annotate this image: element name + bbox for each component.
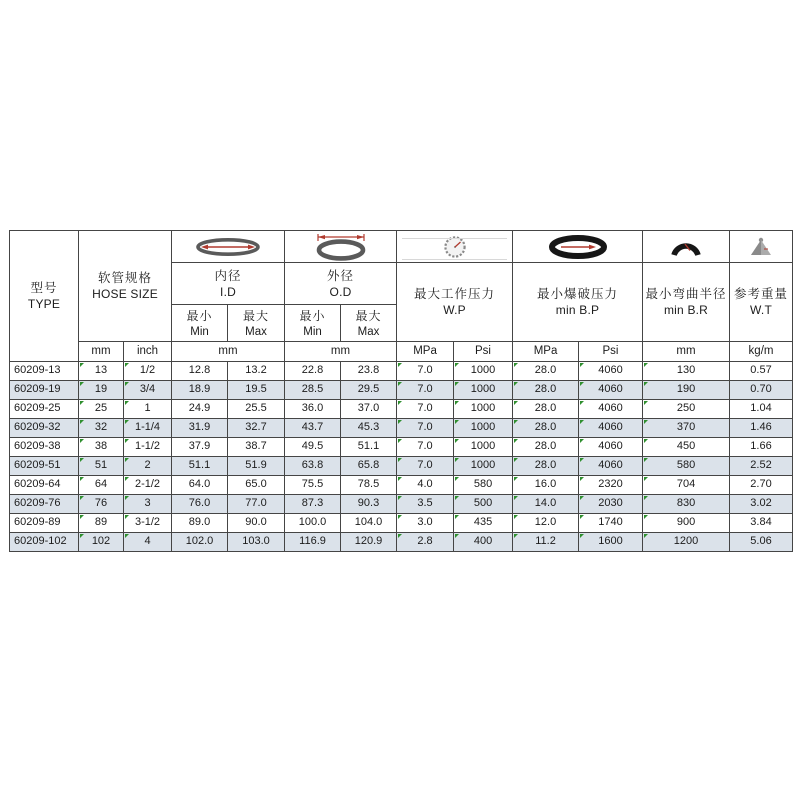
cell-br: 830 [643,495,730,514]
cell-wp-mpa: 3.0 [397,514,454,533]
cell-bp-mpa: 28.0 [513,438,579,457]
max-label-zh: 最大 [355,308,382,323]
cell-wt: 1.66 [730,438,793,457]
cell-od-max: 90.3 [341,495,397,514]
cell-od-max: 45.3 [341,419,397,438]
max-label-zh: 最大 [243,308,270,323]
cell-br: 580 [643,457,730,476]
artifact-line [402,238,508,239]
header-bp-en: min B.P [555,303,600,318]
min-label-en: Min [303,325,322,338]
cell-br: 450 [643,438,730,457]
cell-type: 60209-89 [10,514,79,533]
unit-id-mm: mm [172,342,285,362]
cell-od-max: 78.5 [341,476,397,495]
cell-type: 60209-64 [10,476,79,495]
cell-type: 60209-76 [10,495,79,514]
header-wt-en: W.T [750,303,772,318]
header-id-max [228,305,285,342]
cell-wp-psi: 1000 [454,438,513,457]
cell-od-max: 120.9 [341,533,397,552]
cell-bp-mpa: 28.0 [513,362,579,381]
cell-wt: 2.52 [730,457,793,476]
header-hose-size-zh: 软管规格 [98,271,153,286]
cell-wp-mpa: 7.0 [397,457,454,476]
cell-bp-psi: 4060 [579,400,643,419]
cell-od-max: 104.0 [341,514,397,533]
header-hose-size [79,231,172,342]
cell-od-min: 100.0 [285,514,341,533]
header-hose-size-en: HOSE SIZE [92,287,158,302]
cell-br: 900 [643,514,730,533]
unit-od-mm: mm [285,342,397,362]
min-label-zh: 最小 [186,308,213,323]
cell-br: 370 [643,419,730,438]
cell-wt: 3.84 [730,514,793,533]
working-pressure-gauge-icon [397,231,513,263]
unit-wp-psi: Psi [454,342,513,362]
cell-br: 1200 [643,533,730,552]
table-row [10,400,793,419]
cell-id-max: 65.0 [228,476,285,495]
cell-id-max: 51.9 [228,457,285,476]
cell-mm: 38 [79,438,124,457]
cell-id-min: 89.0 [172,514,228,533]
cell-bp-psi: 4060 [579,457,643,476]
table-row [10,533,793,552]
max-label-en: Max [245,325,267,338]
unit-hose-mm: mm [79,342,124,362]
cell-br: 130 [643,362,730,381]
cell-wp-mpa: 3.5 [397,495,454,514]
table-row [10,457,793,476]
cell-type: 60209-13 [10,362,79,381]
cell-bp-psi: 4060 [579,381,643,400]
cell-bp-psi: 1740 [579,514,643,533]
cell-id-min: 24.9 [172,400,228,419]
header-units-row [10,342,793,362]
header-od-max [341,305,397,342]
cell-wt: 1.46 [730,419,793,438]
header-id-zh: 内径 [214,268,242,283]
cell-wp-mpa: 2.8 [397,533,454,552]
header-od-zh: 外径 [327,268,355,283]
cell-bp-psi: 4060 [579,419,643,438]
min-label-en: Min [190,325,209,338]
cell-inch: 3-1/2 [124,514,172,533]
cell-inch: 2-1/2 [124,476,172,495]
cell-type: 60209-25 [10,400,79,419]
header-type [10,231,79,362]
max-label-en: Max [357,325,380,338]
cell-wt: 2.70 [730,476,793,495]
cell-inch: 2 [124,457,172,476]
cell-wp-mpa: 7.0 [397,362,454,381]
cell-id-min: 102.0 [172,533,228,552]
header-id-en: I.D [220,284,236,299]
header-type-zh: 型号 [30,281,58,296]
artifact-line [402,259,508,260]
cell-inch: 1 [124,400,172,419]
header-working-pressure [397,263,513,342]
cell-wt: 1.04 [730,400,793,419]
cell-od-max: 29.5 [341,381,397,400]
cell-id-max: 103.0 [228,533,285,552]
cell-br: 250 [643,400,730,419]
weight-icon [730,231,793,263]
cell-od-min: 43.7 [285,419,341,438]
cell-od-min: 87.3 [285,495,341,514]
cell-id-max: 32.7 [228,419,285,438]
cell-od-min: 116.9 [285,533,341,552]
header-br-en: min B.R [663,303,709,318]
cell-bp-mpa: 28.0 [513,381,579,400]
cell-bp-mpa: 14.0 [513,495,579,514]
header-wt-zh: 参考重量 [734,287,789,302]
unit-wt-kgm: kg/m [730,342,793,362]
cell-bp-psi: 4060 [579,438,643,457]
cell-id-max: 38.7 [228,438,285,457]
header-br-zh: 最小弯曲半径 [645,287,727,302]
cell-wp-psi: 580 [454,476,513,495]
table-data-body [10,362,793,552]
cell-id-max: 19.5 [228,381,285,400]
unit-hose-inch: inch [124,342,172,362]
header-type-en: TYPE [27,297,61,312]
cell-mm: 32 [79,419,124,438]
header-burst-pressure [513,263,643,342]
unit-bp-psi: Psi [579,342,643,362]
cell-bp-psi: 2030 [579,495,643,514]
burst-pressure-icon [513,231,643,263]
header-weight [730,263,793,342]
min-label-zh: 最小 [299,308,326,323]
cell-mm: 102 [79,533,124,552]
cell-inch: 4 [124,533,172,552]
header-od-min [285,305,341,342]
cell-bp-psi: 4060 [579,362,643,381]
cell-id-min: 18.9 [172,381,228,400]
cell-id-max: 25.5 [228,400,285,419]
cell-br: 190 [643,381,730,400]
cell-od-max: 23.8 [341,362,397,381]
cell-wt: 5.06 [730,533,793,552]
cell-bp-mpa: 28.0 [513,457,579,476]
cell-od-max: 65.8 [341,457,397,476]
cell-inch: 1/2 [124,362,172,381]
cell-wt: 0.70 [730,381,793,400]
cell-inch: 3/4 [124,381,172,400]
hose-spec-table-container [9,230,792,552]
cell-mm: 64 [79,476,124,495]
cell-type: 60209-51 [10,457,79,476]
cell-mm: 76 [79,495,124,514]
inner-diameter-icon [172,231,285,263]
cell-od-max: 37.0 [341,400,397,419]
table-row [10,514,793,533]
cell-br: 704 [643,476,730,495]
cell-mm: 13 [79,362,124,381]
table-row [10,476,793,495]
cell-id-min: 64.0 [172,476,228,495]
cell-bp-mpa: 11.2 [513,533,579,552]
cell-id-min: 12.8 [172,362,228,381]
table-row [10,495,793,514]
cell-wp-mpa: 4.0 [397,476,454,495]
outer-diameter-icon [285,231,397,263]
cell-wp-mpa: 7.0 [397,400,454,419]
cell-wt: 0.57 [730,362,793,381]
cell-wp-psi: 435 [454,514,513,533]
cell-id-max: 77.0 [228,495,285,514]
cell-mm: 51 [79,457,124,476]
cell-bp-psi: 2320 [579,476,643,495]
cell-od-max: 51.1 [341,438,397,457]
cell-od-min: 36.0 [285,400,341,419]
cell-wp-psi: 1000 [454,419,513,438]
cell-mm: 19 [79,381,124,400]
cell-type: 60209-38 [10,438,79,457]
cell-od-min: 49.5 [285,438,341,457]
header-icons-row [10,231,793,263]
cell-inch: 3 [124,495,172,514]
cell-wp-psi: 1000 [454,381,513,400]
cell-id-min: 31.9 [172,419,228,438]
cell-wp-psi: 400 [454,533,513,552]
table-row [10,419,793,438]
cell-od-min: 22.8 [285,362,341,381]
cell-id-max: 90.0 [228,514,285,533]
cell-id-min: 51.1 [172,457,228,476]
cell-od-min: 63.8 [285,457,341,476]
cell-wt: 3.02 [730,495,793,514]
header-wp-zh: 最大工作压力 [414,287,496,302]
cell-mm: 89 [79,514,124,533]
table-row [10,381,793,400]
cell-wp-mpa: 7.0 [397,438,454,457]
cell-wp-psi: 1000 [454,457,513,476]
cell-mm: 25 [79,400,124,419]
cell-od-min: 75.5 [285,476,341,495]
unit-wp-mpa: MPa [397,342,454,362]
cell-wp-mpa: 7.0 [397,419,454,438]
header-inner-diameter [172,263,285,305]
cell-bp-mpa: 16.0 [513,476,579,495]
unit-br-mm: mm [643,342,730,362]
cell-od-min: 28.5 [285,381,341,400]
header-bend-radius [643,263,730,342]
cell-id-min: 37.9 [172,438,228,457]
header-od-en: O.D [329,284,352,299]
table-row [10,362,793,381]
bend-radius-icon [643,231,730,263]
cell-wp-psi: 1000 [454,400,513,419]
header-outer-diameter [285,263,397,305]
table-row [10,438,793,457]
hose-spec-table [9,230,793,552]
cell-type: 60209-102 [10,533,79,552]
cell-type: 60209-19 [10,381,79,400]
cell-wp-psi: 1000 [454,362,513,381]
cell-bp-mpa: 12.0 [513,514,579,533]
header-bp-zh: 最小爆破压力 [537,287,619,302]
cell-wp-mpa: 7.0 [397,381,454,400]
header-wp-en: W.P [443,303,466,318]
cell-bp-psi: 1600 [579,533,643,552]
cell-wp-psi: 500 [454,495,513,514]
header-id-min [172,305,228,342]
cell-inch: 1-1/2 [124,438,172,457]
unit-bp-mpa: MPa [513,342,579,362]
cell-id-min: 76.0 [172,495,228,514]
cell-id-max: 13.2 [228,362,285,381]
cell-inch: 1-1/4 [124,419,172,438]
cell-bp-mpa: 28.0 [513,400,579,419]
cell-type: 60209-32 [10,419,79,438]
cell-bp-mpa: 28.0 [513,419,579,438]
